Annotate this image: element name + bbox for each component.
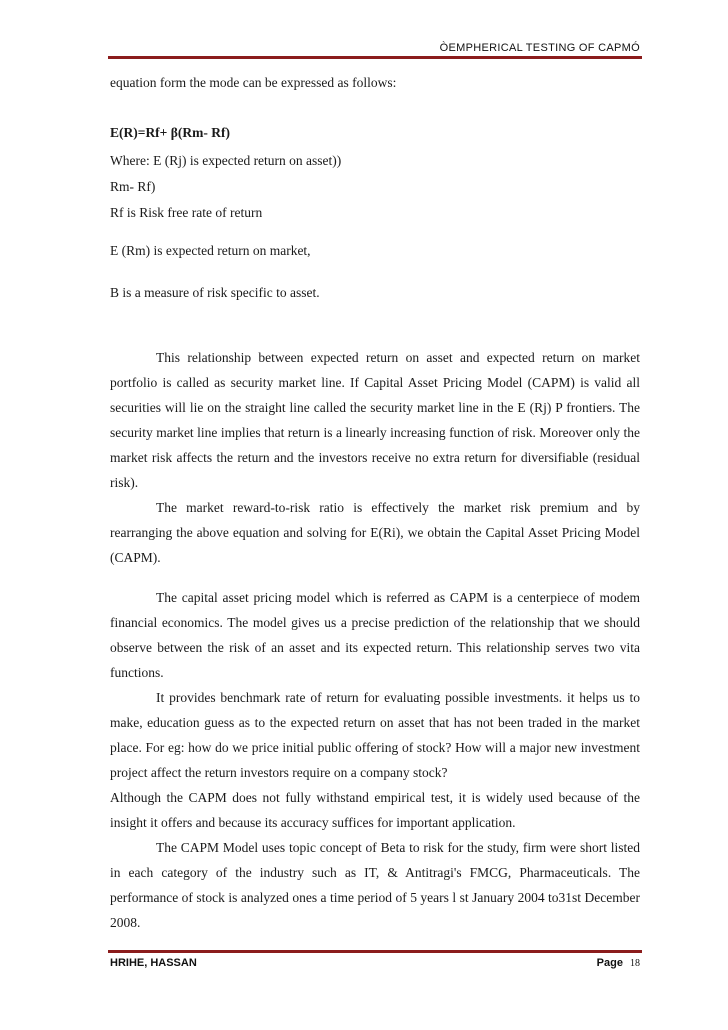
body-block-1 xyxy=(110,345,640,570)
erm-definition: E (Rm) is expected return on market, xyxy=(110,243,311,258)
paragraph-centerpiece: The capital asset pricing model which is referred as CAPM is a centerpiece of modem financial economics. The model gives us a precise prediction of the relationship that we should observe between the risk of an asset and its expected return. This relationship serves two vita functions. xyxy=(110,590,640,680)
page-number: 18 xyxy=(630,958,640,969)
footer-author: HRIHE, HASSAN xyxy=(110,957,197,969)
running-header-title: ÒEMPHERICAL TESTING OF CAPMÓ xyxy=(439,42,640,54)
rm-rf-line: Rm- Rf) xyxy=(110,179,156,194)
where-line: Where: E (Rj) is expected return on asset)) xyxy=(110,153,342,168)
paragraph-sml: This relationship between expected return on asset and expected return on market portfolio is called as security market line. If Capital Asset Pricing Model (CAPM) is valid all securities will lie on the straight line called the security market line in the E (Rj) P frontiers. The security market line implies that return is a linearly increasing function of risk. Moreover only the market risk affects the return and the investors receive no extra return for diversifiable (residual risk). xyxy=(110,350,640,490)
intro-line: equation form the mode can be expressed as follows: xyxy=(110,75,397,90)
paragraph-empirical: Although the CAPM does not fully withstand empirical test, it is widely used because of the insight it offers and because its accuracy suffices for important application. xyxy=(110,790,640,830)
paragraph-study: The CAPM Model uses topic concept of Beta to risk for the study, firm were short listed in each category of the industry such as IT, & Antitragi's FMCG, Pharmaceuticals. The performance of stock is analyzed ones a time period of 5 years l st January 2004 to31st December 2008. xyxy=(110,840,640,930)
paragraph-reward-risk: The market reward-to-risk ratio is effectively the market risk premium and by rearranging the above equation and solving for E(Ri), we obtain the Capital Asset Pricing Model (CAPM). xyxy=(110,500,640,565)
footer-page xyxy=(597,957,640,969)
body-block-2 xyxy=(110,585,640,935)
capm-formula: E(R)=Rf+ β(Rm- Rf) xyxy=(110,125,230,140)
paragraph-benchmark: It provides benchmark rate of return for evaluating possible investments. it helps us to make, education guess as to the expected return on asset that has not been traded in the market place. For eg: how do we price initial public offering of stock? How will a major new investment project affect the return investors require on a company stock? xyxy=(110,690,640,780)
beta-definition: B is a measure of risk specific to asset. xyxy=(110,285,320,300)
page-label: Page xyxy=(596,957,623,969)
rf-definition: Rf is Risk free rate of return xyxy=(110,205,263,220)
footer-rule xyxy=(108,950,642,953)
header-rule xyxy=(108,56,642,59)
